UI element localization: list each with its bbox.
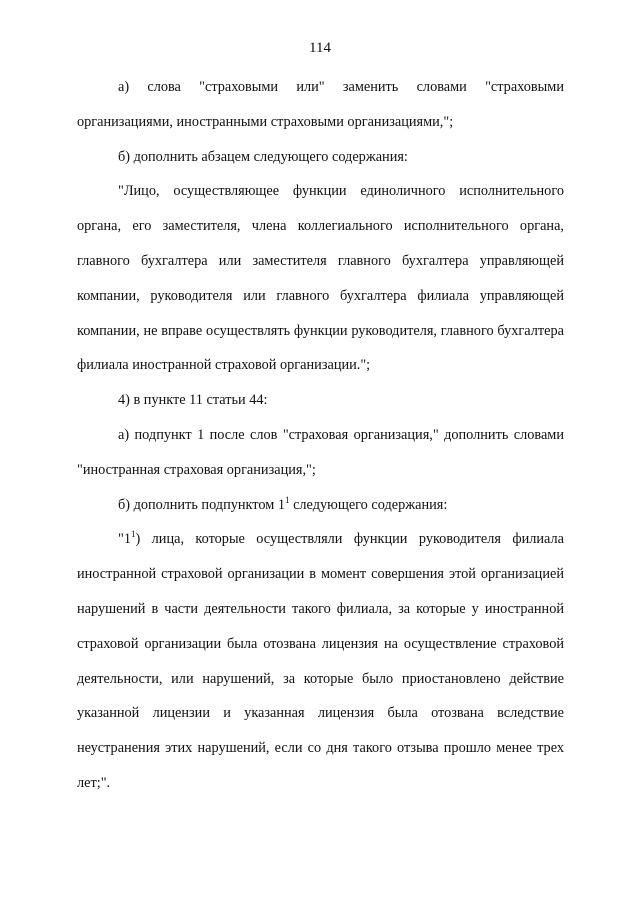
superscript-mark: 1 — [131, 529, 136, 540]
paragraph-add-subitem-text: б) дополнить подпунктом 1 — [118, 496, 285, 513]
paragraph-item-4: 4) в пункте 11 статьи 44: — [118, 392, 268, 409]
superscript-mark: 1 — [285, 494, 290, 505]
paragraph-add-subitem-text-end: следующего содержания: — [289, 496, 448, 513]
subitem-text-body: ) лица, которые осуществляли функции руководителя филиала иностранной страховой организации в момент совершения этой организацией нарушений в части деятельности такого филиала, за которые у иностранной страховой организации была отозвана лицензия на осуществление страховой деятельности, или нарушений, за которые было приостановлено действие указанной лицензии и указанная лицензия была отозвана вследствие неустранения этих нарушений, если со дня такого отзыва прошло менее трех лет;". — [77, 531, 564, 791]
paragraph-add-subitem — [77, 488, 564, 523]
paragraph-replace-words: а) слова "страховыми или" заменить словами "страховыми организациями, иностранными страховыми организациями,"; — [77, 79, 564, 130]
document-body — [77, 70, 564, 801]
page-number: 114 — [309, 40, 331, 56]
paragraph-subitem-1: а) подпункт 1 после слов "страховая организация," дополнить словами "иностранная страховая организация,"; — [77, 426, 564, 478]
paragraph-quoted-person: "Лицо, осуществляющее функции единоличного исполнительного органа, его заместителя, члена коллегиального исполнительного органа, главного бухгалтера или заместителя главного бухгалтера управляющей компании, руководителя или главного бухгалтера филиала управляющей компании, не вправе осуществлять функции руководителя, главного бухгалтера филиала иностранной страховой организации."; — [77, 183, 564, 374]
subitem-text-start: "1 — [118, 531, 131, 548]
paragraph-subitem-text — [77, 522, 564, 800]
paragraph-add-abzac: б) дополнить абзацем следующего содержания: — [118, 148, 408, 165]
